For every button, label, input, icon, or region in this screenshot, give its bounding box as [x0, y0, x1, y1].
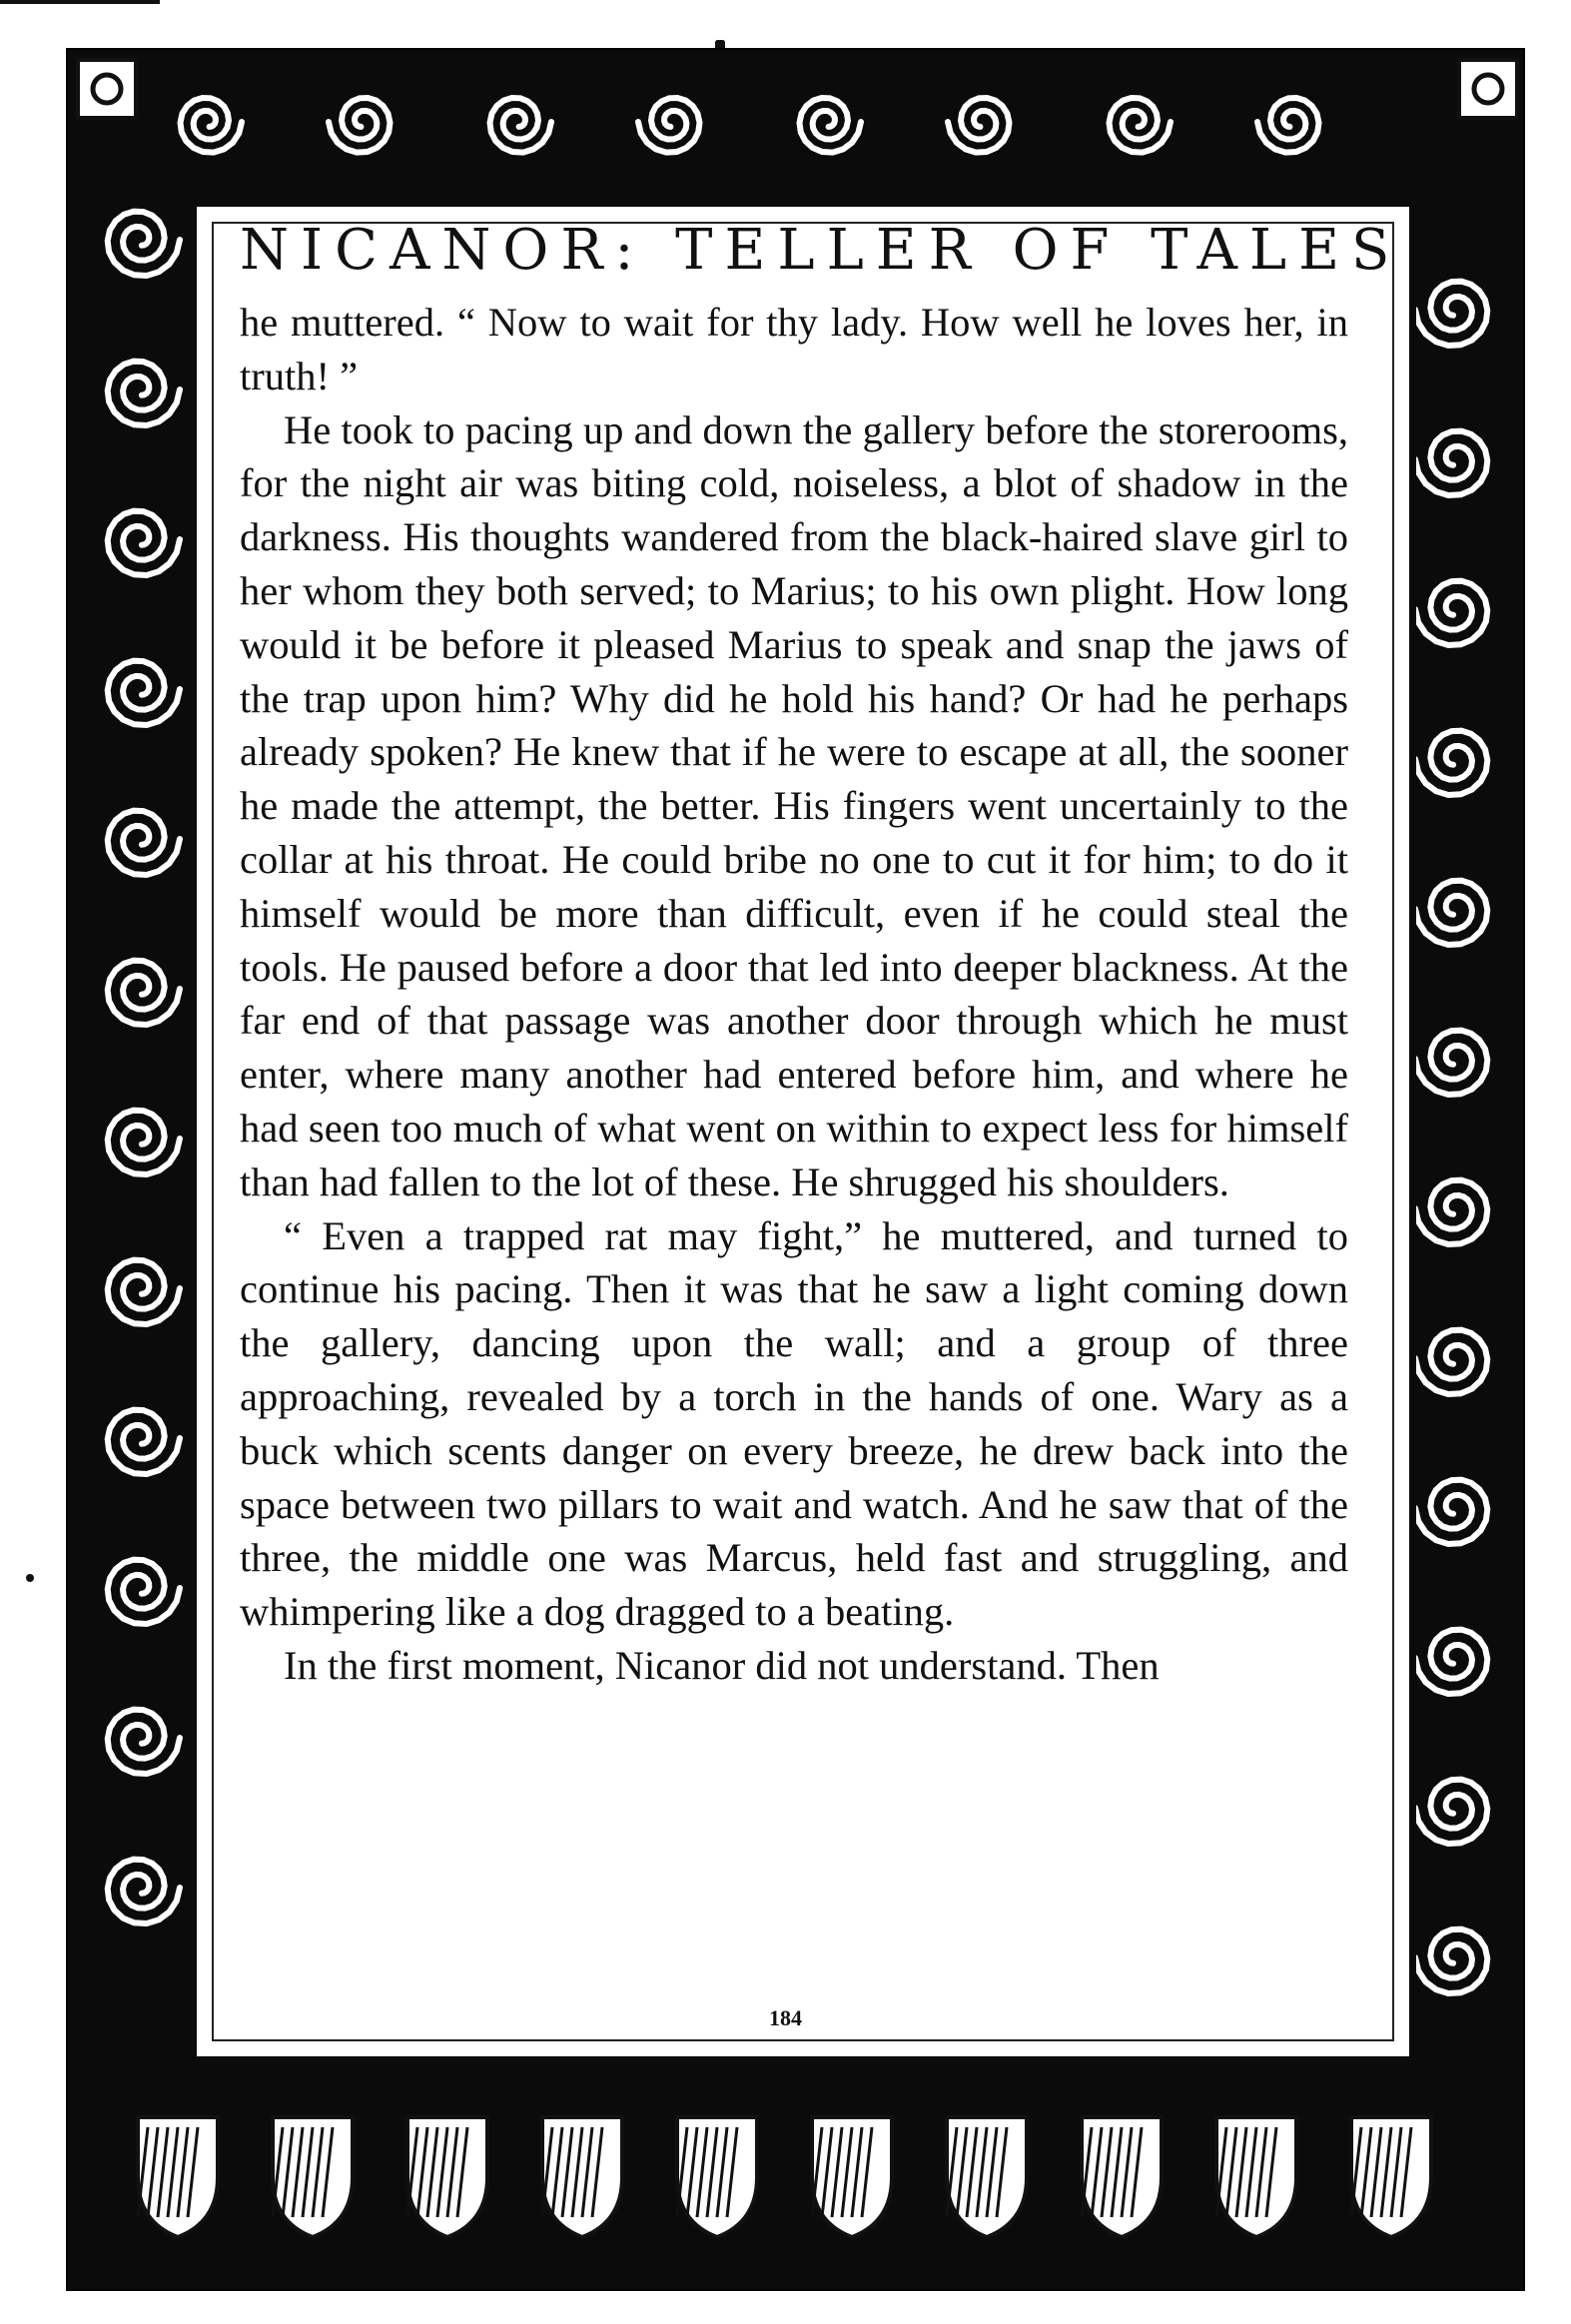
scroll-ornament	[108, 511, 180, 575]
paragraph: In the first moment, Nicanor did not understand. Then	[284, 1642, 1160, 1688]
scroll-ornament	[1415, 1330, 1487, 1394]
scroll-ornament	[1415, 431, 1487, 495]
scroll-ornament	[490, 98, 552, 153]
scroll-ornament	[108, 212, 180, 276]
scroll-ornament	[108, 811, 180, 875]
scroll-ornament	[108, 961, 180, 1025]
scroll-ornament	[1257, 98, 1319, 153]
scroll-ornament	[108, 362, 180, 425]
scroll-ornament	[1415, 282, 1487, 346]
scroll-ornament	[108, 1710, 180, 1774]
scroll-ornament	[948, 98, 1010, 153]
paragraph: “ Even a trapped rat may fight,” he muttered, and turned to continue his pacing. Then it was that he saw a light coming down the gallery, dancing upon the wall; and a group of three approaching, revealed by a torch in the hands of one. Wary as a buck which scents danger on every breeze, he drew back into the space between two pillars to wait and watch. And he saw that of the three, the middle one was Marcus, held fast and struggling, and whimpering like a dog dragged to a beating.	[240, 1212, 1348, 1635]
page-number: 184	[769, 2005, 802, 2030]
scroll-ornament	[638, 98, 700, 153]
margin-dot	[26, 1574, 34, 1582]
corner-flower-block	[1459, 60, 1517, 118]
scroll-ornament	[1415, 581, 1487, 645]
paragraph: He took to pacing up and down the gallery before the storerooms, for the night air was biting cold, noiseless, a blot of shadow in the darkness. His thoughts wandered from the black-haired slave girl to her whom they both served; to Marius; to his own plight. How long would it be before it pleased Marius to speak and snap the jaws of the trap upon him? Why did he hold his hand? Or had he perhaps already spoken? He knew that if he were to escape at all, the sooner he made the attempt, the better. His fingers went uncertainly to the collar at his throat. He could bribe no one to cut it for him; to do it himself would be more than difficult, even if he could steal the tools. He paused before a door that led into deeper blackness. At the far end of that passage was another door through which he must enter, where many another had entered before him, and where he had seen too much of what went on within to expect less for himself than had fallen to the lot of these. He shrugged his shoulders.	[240, 406, 1348, 1204]
scroll-ornament	[181, 98, 243, 153]
body-text	[240, 296, 1348, 1693]
scroll-ornament	[108, 1410, 180, 1474]
paragraph: he muttered. “ Now to wait for thy lady. How well he loves her, in truth! ”	[240, 300, 1348, 398]
scroll-ornament	[108, 661, 180, 725]
scroll-ornament	[1415, 1780, 1487, 1844]
scroll-ornament	[108, 1260, 180, 1324]
scroll-ornament	[1415, 1031, 1487, 1095]
scroll-ornament	[1415, 881, 1487, 945]
scroll-ornament	[1415, 731, 1487, 795]
scroll-ornament	[1415, 1930, 1487, 1993]
scroll-ornament	[329, 98, 391, 153]
scroll-ornament	[800, 98, 862, 153]
scroll-ornament	[108, 1860, 180, 1924]
scroll-ornament	[1110, 98, 1172, 153]
scroll-ornament	[1415, 1630, 1487, 1694]
scroll-ornament	[108, 1560, 180, 1624]
corner-flower-block	[78, 60, 136, 118]
scroll-ornament	[1415, 1180, 1487, 1244]
scroll-ornament	[108, 1111, 180, 1174]
top-edge-rule	[0, 0, 160, 4]
running-head: NICANOR: TELLER OF TALES	[240, 218, 1402, 283]
scroll-ornament	[1415, 1480, 1487, 1544]
